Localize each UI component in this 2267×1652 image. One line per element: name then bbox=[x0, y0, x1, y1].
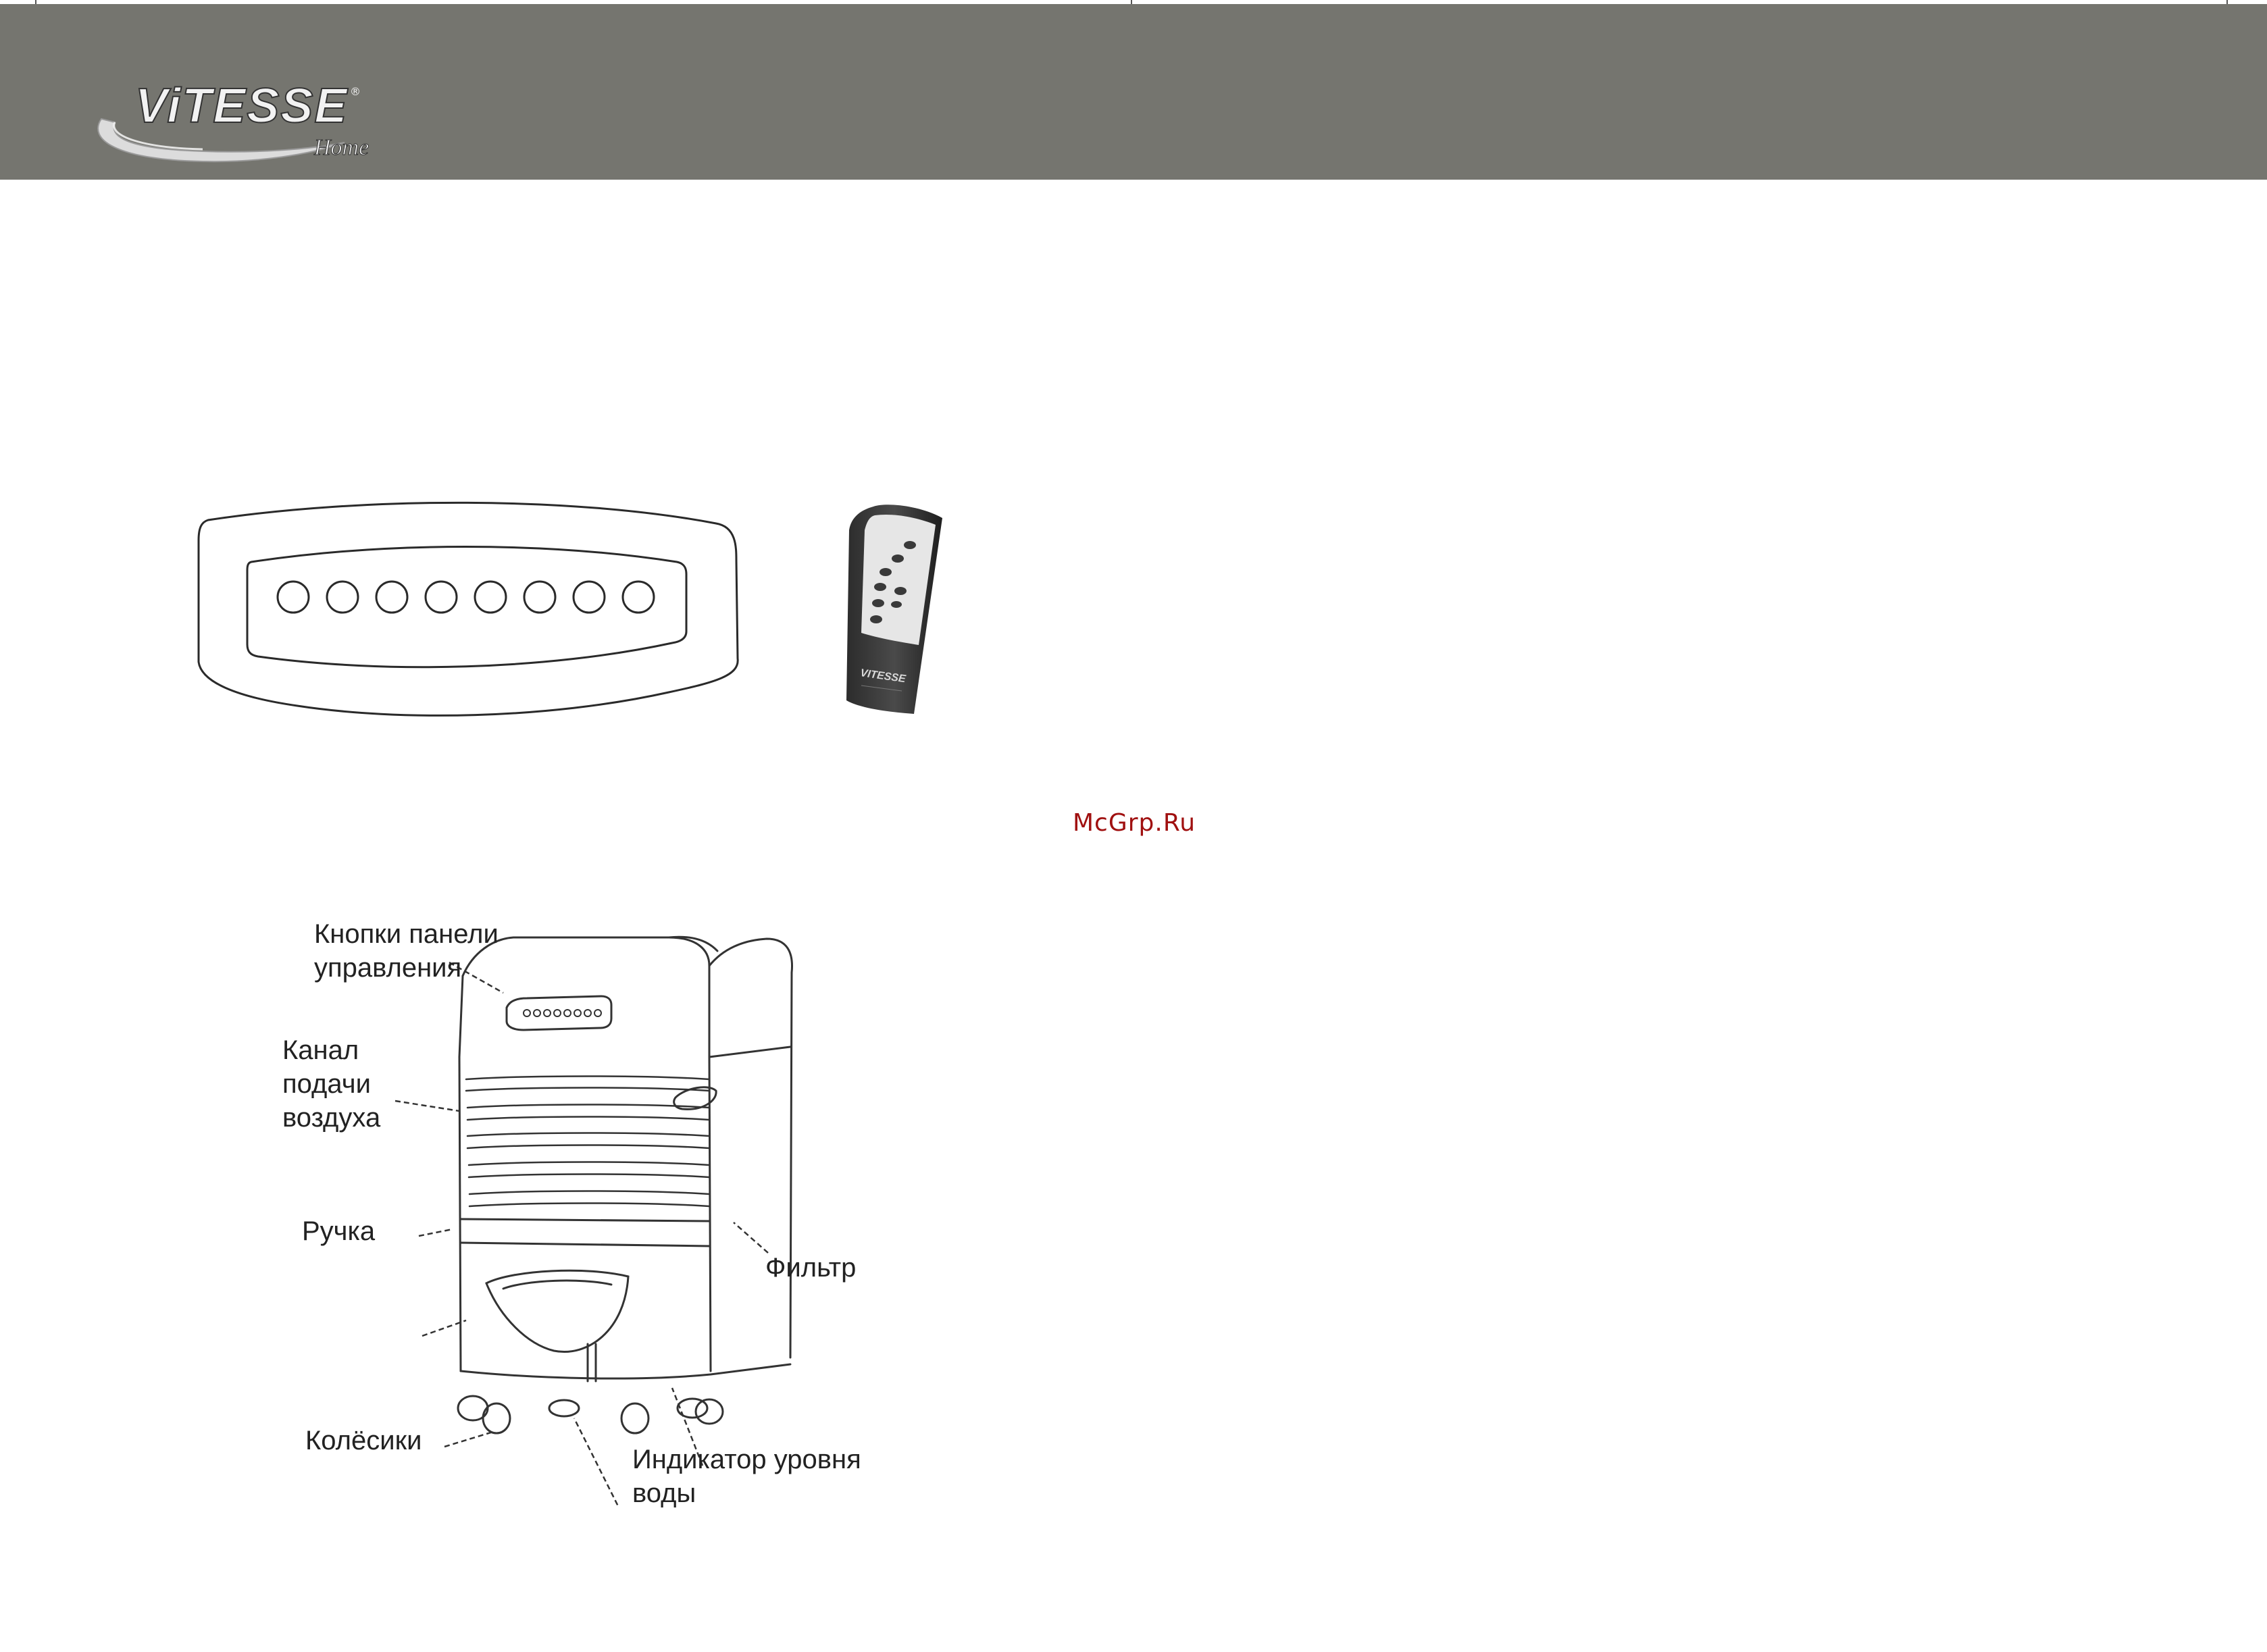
header-band bbox=[0, 4, 2267, 180]
svg-text:Home: Home bbox=[314, 135, 370, 160]
label-wheels: Колёсики bbox=[305, 1426, 422, 1455]
label-control-buttons: Кнопки панели управления bbox=[314, 919, 499, 983]
svg-text:®: ® bbox=[350, 85, 361, 98]
label-air-channel: Канал подачи воздуха bbox=[282, 1035, 381, 1133]
panel-button-4 bbox=[426, 582, 457, 613]
panel-button-1 bbox=[278, 582, 309, 613]
label-water-indicator: Индикатор уровня воды bbox=[632, 1445, 861, 1508]
control-panel-buttons bbox=[278, 582, 654, 613]
panel-button-3 bbox=[376, 582, 407, 613]
air-cooler-diagram bbox=[270, 898, 946, 1506]
control-panel-drawing bbox=[196, 500, 743, 723]
panel-button-2 bbox=[327, 582, 358, 613]
air-grille bbox=[466, 1077, 709, 1207]
remote-control-image bbox=[841, 503, 949, 716]
watermark: McGrp.Ru bbox=[1073, 809, 1196, 837]
label-handle: Ручка bbox=[302, 1216, 376, 1246]
label-filter: Фильтр bbox=[765, 1253, 857, 1283]
cooler-control-window bbox=[507, 996, 611, 1030]
water-level-indicator bbox=[588, 1344, 596, 1381]
air-cooler-svg bbox=[270, 898, 946, 1506]
panel-button-5 bbox=[475, 582, 506, 613]
panel-button-6 bbox=[524, 582, 555, 613]
control-panel-svg bbox=[196, 500, 743, 723]
svg-text:ViTESSE: ViTESSE bbox=[135, 79, 349, 133]
panel-button-7 bbox=[574, 582, 605, 613]
brand-logo bbox=[88, 75, 412, 170]
remote-brand: VITESSE bbox=[859, 667, 907, 686]
panel-button-8 bbox=[623, 582, 654, 613]
